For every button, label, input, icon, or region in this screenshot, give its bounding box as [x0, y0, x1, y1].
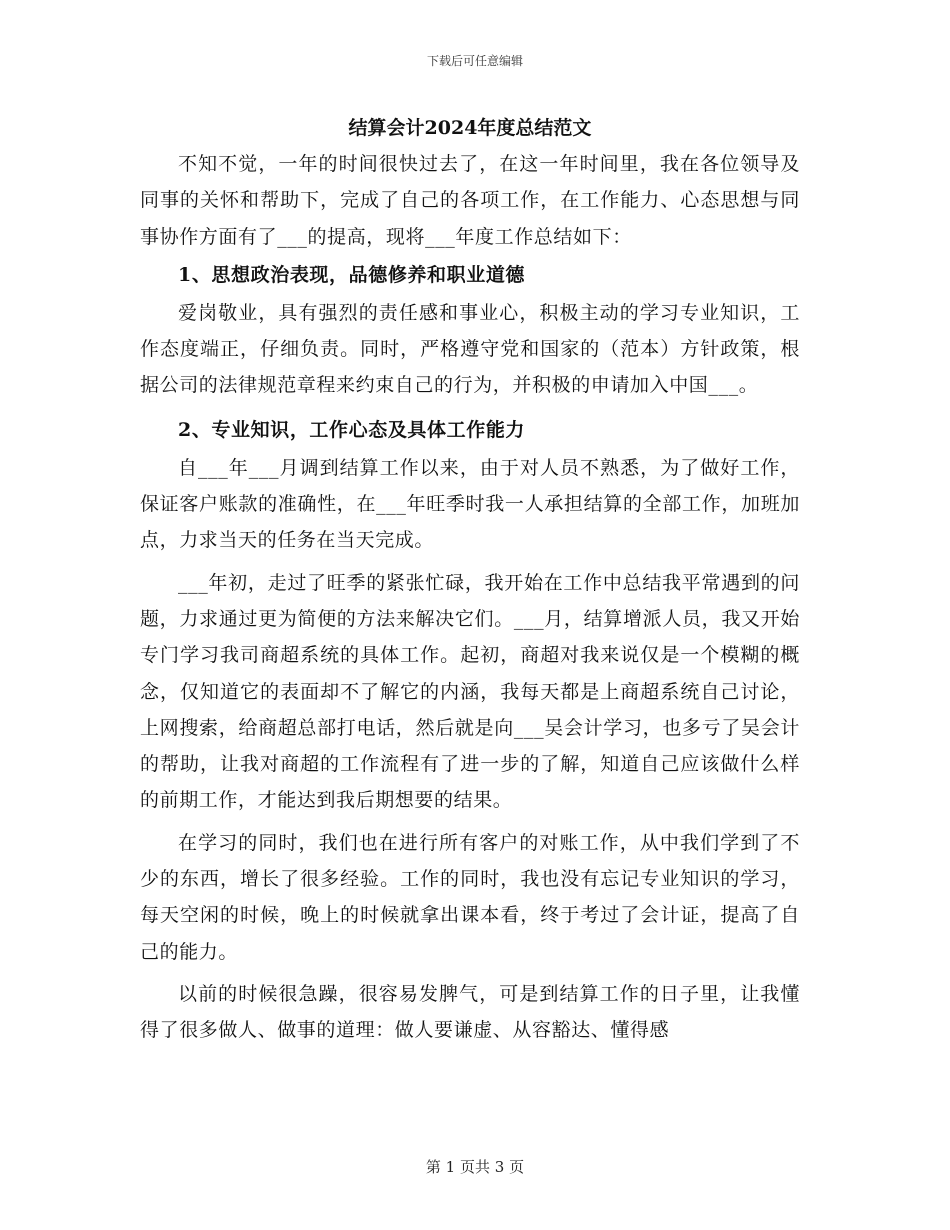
- page-header: 下载后可任意编辑: [426, 54, 523, 68]
- section-2-paragraph-2: ___年初，走过了旺季的紧张忙碌，我开始在工作中总结我平常遇到的问题，力求通过更为简便的方法来解决它们。___月，结算增派人员，我又开始专门学习我司商超系统的具体工作。起初，商超对我来说仅是一个模糊的概念，仅知道它的表面却不了解它的内涵，我每天都是上商超系统自己讨论，上网搜索，给商超总部打电话，然后就是向___吴会计学习，也多亏了吴会计的帮助，让我对商超的工作流程有了进一步的了解，知道自己应该做什么样的前期工作，才能达到我后期想要的结果。: [140, 571, 800, 812]
- section-2-paragraph-4: 以前的时候很急躁，很容易发脾气，可是到结算工作的日子里，让我懂得了很多做人、做事的道理：做人要谦虚、从容豁达、懂得感: [140, 982, 800, 1042]
- section-2-paragraph-1: 自___年___月调到结算工作以来，由于对人员不熟悉，为了做好工作，保证客户账款的准确性，在___年旺季时我一人承担结算的全部工作，加班加点，力求当天的任务在当天完成。: [140, 456, 800, 552]
- document-title: 结算会计2024年度总结范文: [348, 117, 592, 139]
- section-2-heading: 2、专业知识，工作心态及具体工作能力: [178, 418, 526, 441]
- page-footer: 第 1 页共 3 页: [425, 1158, 525, 1176]
- document-body: [140, 110, 800, 1049]
- section-1-heading: 1、思想政治表现，品德修养和职业道德: [178, 263, 526, 286]
- section-1-paragraph: 爱岗敬业，具有强烈的责任感和事业心，积极主动的学习专业知识，工作态度端正，仔细负责。同时，严格遵守党和国家的（范本）方针政策，根据公司的法律规范章程来约束自己的行为，并积极的申请加入中国___。: [140, 301, 800, 397]
- intro-paragraph: 不知不觉，一年的时间很快过去了，在这一年时间里，我在各位领导及同事的关怀和帮助下，完成了自己的各项工作，在工作能力、心态思想与同事协作方面有了___的提高，现将___年度工作总结如下：: [140, 153, 800, 248]
- section-2-paragraph-3: 在学习的同时，我们也在进行所有客户的对账工作，从中我们学到了不少的东西，增长了很多经验。工作的同时，我也没有忘记专业知识的学习，每天空闲的时候，晚上的时候就拿出课本看，终于考过了会计证，提高了自己的能力。: [140, 831, 800, 963]
